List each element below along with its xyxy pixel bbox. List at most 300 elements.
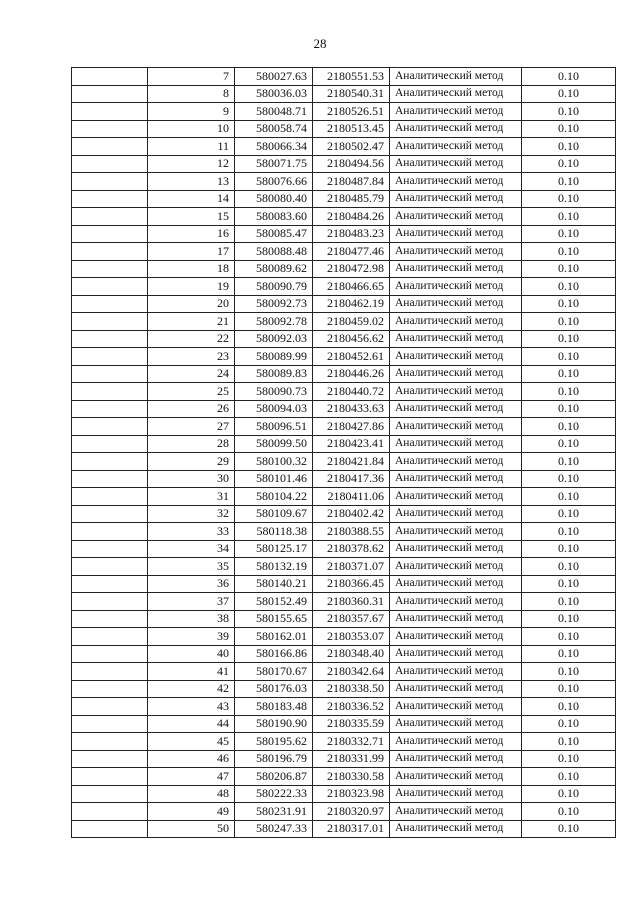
method-cell: Аналитический метод [390,348,522,366]
x-coordinate-cell: 580076.66 [235,173,313,191]
method-cell: Аналитический метод [390,278,522,296]
y-coordinate-cell: 2180388.55 [313,523,390,541]
y-coordinate-cell: 2180462.19 [313,295,390,313]
point-number-cell: 7 [148,68,235,86]
accuracy-cell: 0.10 [522,715,616,733]
point-number-cell: 48 [148,785,235,803]
blank-cell [72,260,148,278]
accuracy-cell: 0.10 [522,435,616,453]
blank-cell [72,575,148,593]
table-row [72,278,616,296]
method-cell: Аналитический метод [390,785,522,803]
y-coordinate-cell: 2180526.51 [313,103,390,121]
table-row [72,208,616,226]
blank-cell [72,628,148,646]
accuracy-cell: 0.10 [522,523,616,541]
blank-cell [72,593,148,611]
table-row [72,663,616,681]
x-coordinate-cell: 580080.40 [235,190,313,208]
accuracy-cell: 0.10 [522,645,616,663]
method-cell: Аналитический метод [390,768,522,786]
point-number-cell: 33 [148,523,235,541]
x-coordinate-cell: 580092.78 [235,313,313,331]
method-cell: Аналитический метод [390,540,522,558]
table-row [72,313,616,331]
x-coordinate-cell: 580104.22 [235,488,313,506]
method-cell: Аналитический метод [390,365,522,383]
y-coordinate-cell: 2180320.97 [313,803,390,821]
method-cell: Аналитический метод [390,155,522,173]
y-coordinate-cell: 2180353.07 [313,628,390,646]
accuracy-cell: 0.10 [522,488,616,506]
blank-cell [72,85,148,103]
x-coordinate-cell: 580196.79 [235,750,313,768]
accuracy-cell: 0.10 [522,593,616,611]
method-cell: Аналитический метод [390,435,522,453]
blank-cell [72,295,148,313]
y-coordinate-cell: 2180551.53 [313,68,390,86]
point-number-cell: 34 [148,540,235,558]
method-cell: Аналитический метод [390,190,522,208]
accuracy-cell: 0.10 [522,190,616,208]
point-number-cell: 45 [148,733,235,751]
y-coordinate-cell: 2180423.41 [313,435,390,453]
method-cell: Аналитический метод [390,470,522,488]
point-number-cell: 43 [148,698,235,716]
blank-cell [72,68,148,86]
accuracy-cell: 0.10 [522,750,616,768]
point-number-cell: 41 [148,663,235,681]
x-coordinate-cell: 580066.34 [235,138,313,156]
table-row [72,138,616,156]
method-cell: Аналитический метод [390,103,522,121]
point-number-cell: 13 [148,173,235,191]
accuracy-cell: 0.10 [522,103,616,121]
y-coordinate-cell: 2180472.98 [313,260,390,278]
accuracy-cell: 0.10 [522,610,616,628]
accuracy-cell: 0.10 [522,260,616,278]
accuracy-cell: 0.10 [522,278,616,296]
table-row [72,453,616,471]
table-row [72,120,616,138]
y-coordinate-cell: 2180452.61 [313,348,390,366]
method-cell: Аналитический метод [390,715,522,733]
point-number-cell: 42 [148,680,235,698]
point-number-cell: 49 [148,803,235,821]
table-row [72,768,616,786]
page-number: 28 [313,36,327,51]
accuracy-cell: 0.10 [522,138,616,156]
method-cell: Аналитический метод [390,593,522,611]
x-coordinate-cell: 580100.32 [235,453,313,471]
blank-cell [72,488,148,506]
x-coordinate-cell: 580109.67 [235,505,313,523]
method-cell: Аналитический метод [390,418,522,436]
accuracy-cell: 0.10 [522,733,616,751]
point-number-cell: 46 [148,750,235,768]
x-coordinate-cell: 580058.74 [235,120,313,138]
method-cell: Аналитический метод [390,803,522,821]
table-row [72,575,616,593]
x-coordinate-cell: 580089.62 [235,260,313,278]
x-coordinate-cell: 580206.87 [235,768,313,786]
accuracy-cell: 0.10 [522,313,616,331]
point-number-cell: 39 [148,628,235,646]
point-number-cell: 15 [148,208,235,226]
point-number-cell: 18 [148,260,235,278]
accuracy-cell: 0.10 [522,208,616,226]
y-coordinate-cell: 2180342.64 [313,663,390,681]
x-coordinate-cell: 580162.01 [235,628,313,646]
method-cell: Аналитический метод [390,330,522,348]
y-coordinate-cell: 2180427.86 [313,418,390,436]
table-row [72,418,616,436]
blank-cell [72,155,148,173]
table-row [72,785,616,803]
blank-cell [72,768,148,786]
blank-cell [72,138,148,156]
method-cell: Аналитический метод [390,400,522,418]
x-coordinate-cell: 580152.49 [235,593,313,611]
blank-cell [72,663,148,681]
table-row [72,820,616,838]
accuracy-cell: 0.10 [522,295,616,313]
accuracy-cell: 0.10 [522,85,616,103]
table-row [72,523,616,541]
y-coordinate-cell: 2180446.26 [313,365,390,383]
blank-cell [72,418,148,436]
accuracy-cell: 0.10 [522,505,616,523]
y-coordinate-cell: 2180417.36 [313,470,390,488]
table-row [72,558,616,576]
blank-cell [72,733,148,751]
x-coordinate-cell: 580085.47 [235,225,313,243]
coordinates-table [71,67,616,838]
y-coordinate-cell: 2180402.42 [313,505,390,523]
method-cell: Аналитический метод [390,453,522,471]
x-coordinate-cell: 580092.03 [235,330,313,348]
blank-cell [72,330,148,348]
x-coordinate-cell: 580195.62 [235,733,313,751]
blank-cell [72,698,148,716]
accuracy-cell: 0.10 [522,785,616,803]
table-row [72,365,616,383]
point-number-cell: 25 [148,383,235,401]
table-row [72,505,616,523]
table-row [72,540,616,558]
point-number-cell: 14 [148,190,235,208]
y-coordinate-cell: 2180466.65 [313,278,390,296]
accuracy-cell: 0.10 [522,558,616,576]
y-coordinate-cell: 2180331.99 [313,750,390,768]
table-row [72,435,616,453]
table-row [72,803,616,821]
y-coordinate-cell: 2180348.40 [313,645,390,663]
blank-cell [72,103,148,121]
x-coordinate-cell: 580099.50 [235,435,313,453]
table-row [72,645,616,663]
y-coordinate-cell: 2180440.72 [313,383,390,401]
accuracy-cell: 0.10 [522,383,616,401]
blank-cell [72,278,148,296]
method-cell: Аналитический метод [390,120,522,138]
y-coordinate-cell: 2180494.56 [313,155,390,173]
accuracy-cell: 0.10 [522,120,616,138]
blank-cell [72,400,148,418]
blank-cell [72,190,148,208]
blank-cell [72,785,148,803]
accuracy-cell: 0.10 [522,768,616,786]
blank-cell [72,120,148,138]
y-coordinate-cell: 2180338.50 [313,680,390,698]
method-cell: Аналитический метод [390,558,522,576]
accuracy-cell: 0.10 [522,173,616,191]
point-number-cell: 9 [148,103,235,121]
y-coordinate-cell: 2180502.47 [313,138,390,156]
x-coordinate-cell: 580094.03 [235,400,313,418]
accuracy-cell: 0.10 [522,400,616,418]
point-number-cell: 26 [148,400,235,418]
point-number-cell: 16 [148,225,235,243]
method-cell: Аналитический метод [390,208,522,226]
x-coordinate-cell: 580088.48 [235,243,313,261]
y-coordinate-cell: 2180477.46 [313,243,390,261]
accuracy-cell: 0.10 [522,418,616,436]
method-cell: Аналитический метод [390,645,522,663]
x-coordinate-cell: 580092.73 [235,295,313,313]
table-row [72,610,616,628]
coordinates-table-body [72,68,616,838]
y-coordinate-cell: 2180357.67 [313,610,390,628]
point-number-cell: 11 [148,138,235,156]
table-row [72,348,616,366]
table-row [72,190,616,208]
point-number-cell: 47 [148,768,235,786]
table-row [72,173,616,191]
method-cell: Аналитический метод [390,628,522,646]
x-coordinate-cell: 580231.91 [235,803,313,821]
point-number-cell: 38 [148,610,235,628]
x-coordinate-cell: 580140.21 [235,575,313,593]
blank-cell [72,680,148,698]
point-number-cell: 22 [148,330,235,348]
accuracy-cell: 0.10 [522,628,616,646]
table-row [72,488,616,506]
blank-cell [72,470,148,488]
method-cell: Аналитический метод [390,383,522,401]
y-coordinate-cell: 2180360.31 [313,593,390,611]
x-coordinate-cell: 580125.17 [235,540,313,558]
method-cell: Аналитический метод [390,733,522,751]
point-number-cell: 12 [148,155,235,173]
x-coordinate-cell: 580096.51 [235,418,313,436]
accuracy-cell: 0.10 [522,243,616,261]
table-row [72,243,616,261]
point-number-cell: 37 [148,593,235,611]
y-coordinate-cell: 2180330.58 [313,768,390,786]
accuracy-cell: 0.10 [522,803,616,821]
point-number-cell: 19 [148,278,235,296]
point-number-cell: 24 [148,365,235,383]
x-coordinate-cell: 580090.79 [235,278,313,296]
table-row [72,295,616,313]
blank-cell [72,348,148,366]
accuracy-cell: 0.10 [522,453,616,471]
point-number-cell: 32 [148,505,235,523]
method-cell: Аналитический метод [390,698,522,716]
table-row [72,155,616,173]
method-cell: Аналитический метод [390,680,522,698]
x-coordinate-cell: 580048.71 [235,103,313,121]
y-coordinate-cell: 2180483.23 [313,225,390,243]
y-coordinate-cell: 2180540.31 [313,85,390,103]
method-cell: Аналитический метод [390,225,522,243]
x-coordinate-cell: 580036.03 [235,85,313,103]
table-row [72,750,616,768]
accuracy-cell: 0.10 [522,365,616,383]
blank-cell [72,715,148,733]
point-number-cell: 36 [148,575,235,593]
table-row [72,103,616,121]
accuracy-cell: 0.10 [522,155,616,173]
point-number-cell: 35 [148,558,235,576]
method-cell: Аналитический метод [390,820,522,838]
point-number-cell: 40 [148,645,235,663]
x-coordinate-cell: 580176.03 [235,680,313,698]
y-coordinate-cell: 2180484.26 [313,208,390,226]
blank-cell [72,505,148,523]
point-number-cell: 30 [148,470,235,488]
point-number-cell: 8 [148,85,235,103]
blank-cell [72,313,148,331]
x-coordinate-cell: 580089.83 [235,365,313,383]
x-coordinate-cell: 580222.33 [235,785,313,803]
blank-cell [72,610,148,628]
x-coordinate-cell: 580090.73 [235,383,313,401]
table-row [72,330,616,348]
y-coordinate-cell: 2180336.52 [313,698,390,716]
y-coordinate-cell: 2180411.06 [313,488,390,506]
y-coordinate-cell: 2180421.84 [313,453,390,471]
x-coordinate-cell: 580089.99 [235,348,313,366]
method-cell: Аналитический метод [390,85,522,103]
method-cell: Аналитический метод [390,575,522,593]
method-cell: Аналитический метод [390,173,522,191]
table-row [72,260,616,278]
method-cell: Аналитический метод [390,523,522,541]
accuracy-cell: 0.10 [522,820,616,838]
method-cell: Аналитический метод [390,505,522,523]
x-coordinate-cell: 580132.19 [235,558,313,576]
point-number-cell: 23 [148,348,235,366]
point-number-cell: 27 [148,418,235,436]
point-number-cell: 21 [148,313,235,331]
blank-cell [72,243,148,261]
y-coordinate-cell: 2180456.62 [313,330,390,348]
accuracy-cell: 0.10 [522,540,616,558]
accuracy-cell: 0.10 [522,225,616,243]
y-coordinate-cell: 2180485.79 [313,190,390,208]
accuracy-cell: 0.10 [522,348,616,366]
method-cell: Аналитический метод [390,138,522,156]
method-cell: Аналитический метод [390,68,522,86]
blank-cell [72,645,148,663]
method-cell: Аналитический метод [390,260,522,278]
y-coordinate-cell: 2180487.84 [313,173,390,191]
accuracy-cell: 0.10 [522,330,616,348]
method-cell: Аналитический метод [390,243,522,261]
table-row [72,470,616,488]
table-row [72,733,616,751]
accuracy-cell: 0.10 [522,68,616,86]
blank-cell [72,558,148,576]
point-number-cell: 17 [148,243,235,261]
point-number-cell: 31 [148,488,235,506]
blank-cell [72,750,148,768]
method-cell: Аналитический метод [390,295,522,313]
y-coordinate-cell: 2180513.45 [313,120,390,138]
method-cell: Аналитический метод [390,663,522,681]
table-row [72,85,616,103]
method-cell: Аналитический метод [390,488,522,506]
blank-cell [72,173,148,191]
x-coordinate-cell: 580190.90 [235,715,313,733]
y-coordinate-cell: 2180366.45 [313,575,390,593]
blank-cell [72,365,148,383]
method-cell: Аналитический метод [390,610,522,628]
x-coordinate-cell: 580071.75 [235,155,313,173]
point-number-cell: 29 [148,453,235,471]
y-coordinate-cell: 2180317.01 [313,820,390,838]
point-number-cell: 28 [148,435,235,453]
y-coordinate-cell: 2180459.02 [313,313,390,331]
method-cell: Аналитический метод [390,750,522,768]
accuracy-cell: 0.10 [522,663,616,681]
x-coordinate-cell: 580027.63 [235,68,313,86]
point-number-cell: 20 [148,295,235,313]
table-row [72,628,616,646]
x-coordinate-cell: 580155.65 [235,610,313,628]
y-coordinate-cell: 2180323.98 [313,785,390,803]
point-number-cell: 50 [148,820,235,838]
blank-cell [72,208,148,226]
y-coordinate-cell: 2180433.63 [313,400,390,418]
accuracy-cell: 0.10 [522,680,616,698]
point-number-cell: 10 [148,120,235,138]
table-row [72,68,616,86]
accuracy-cell: 0.10 [522,470,616,488]
table-row [72,593,616,611]
table-row [72,715,616,733]
blank-cell [72,435,148,453]
blank-cell [72,383,148,401]
x-coordinate-cell: 580101.46 [235,470,313,488]
accuracy-cell: 0.10 [522,698,616,716]
blank-cell [72,540,148,558]
blank-cell [72,523,148,541]
x-coordinate-cell: 580170.67 [235,663,313,681]
x-coordinate-cell: 580247.33 [235,820,313,838]
x-coordinate-cell: 580083.60 [235,208,313,226]
x-coordinate-cell: 580166.86 [235,645,313,663]
y-coordinate-cell: 2180332.71 [313,733,390,751]
table-row [72,225,616,243]
table-row [72,698,616,716]
table-row [72,400,616,418]
blank-cell [72,803,148,821]
y-coordinate-cell: 2180378.62 [313,540,390,558]
table-row [72,680,616,698]
